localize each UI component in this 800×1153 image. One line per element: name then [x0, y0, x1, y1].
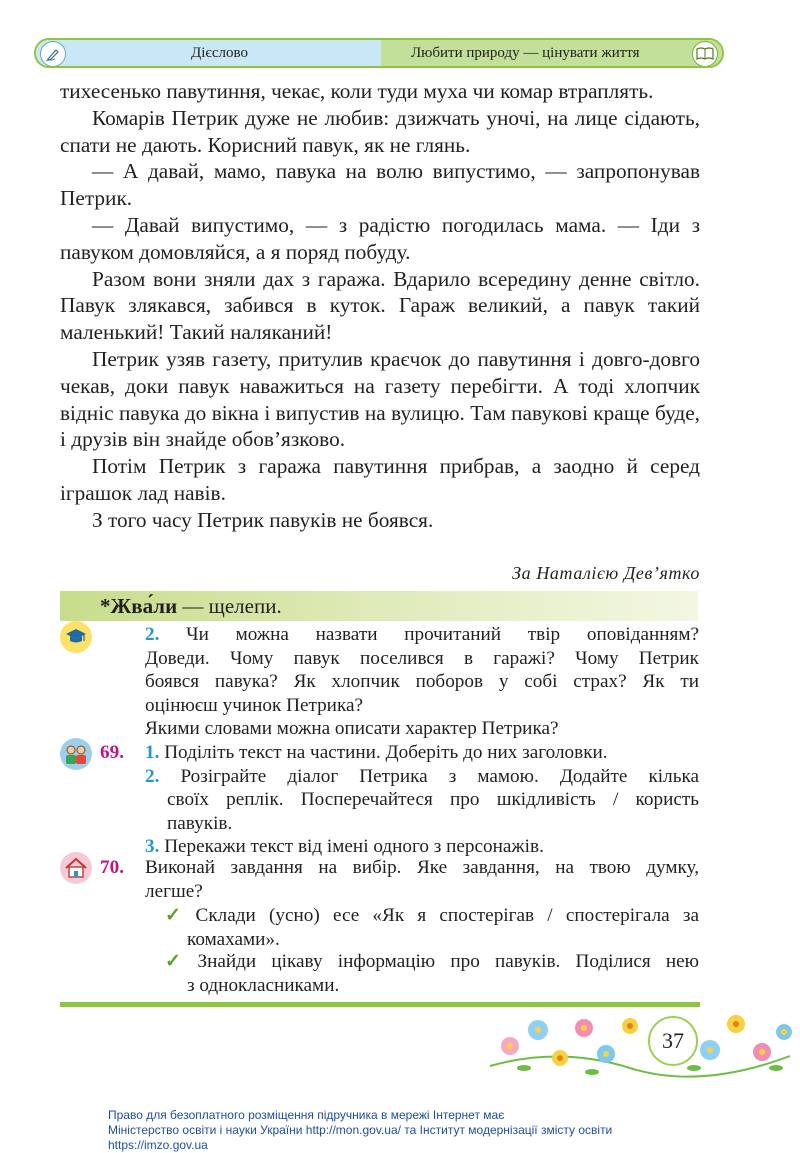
- task-70-option-1: [165, 904, 699, 951]
- story-paragraph: — Давай випустимо, — з радістю погодилась мама. — Іди з павуком домовляйся, а я поряд побуду.: [60, 212, 700, 264]
- graduation-cap-icon: [60, 621, 92, 653]
- flower-decoration-icon: [480, 1006, 800, 1086]
- task-line: оцінюєш учинок Петрика?: [145, 694, 364, 716]
- option-line: комахами».: [187, 928, 280, 950]
- glossary-band: [60, 591, 698, 621]
- task-line: павуків.: [167, 812, 233, 834]
- task-line: 2. Розіграйте діалог Петрика з мамою. Додайте кілька: [145, 765, 700, 787]
- header-chapter-title: Любити природу — цінувати життя: [411, 44, 640, 61]
- story-text: [60, 78, 700, 534]
- home-task-icon: [60, 852, 92, 884]
- glossary-definition: — щелепи.: [177, 594, 282, 618]
- task-line: Доведи. Чому павук поселився в гаражі? Чому Петрик: [145, 647, 699, 669]
- task-2: [145, 623, 699, 741]
- option-line: ✓ Склади (усно) есе «Як я спостерігав / спостерігала за: [165, 905, 700, 926]
- task-line: 2. Чи можна назвати прочитаний твір оповіданням?: [145, 624, 699, 645]
- task-number: 2.: [145, 624, 160, 645]
- footer-line: Міністерство освіти і науки України http://mon.gov.ua/ та Інститут модернізації змісту освіти https://imzo.gov.ua: [108, 1123, 613, 1152]
- checkmark-icon: ✓: [165, 951, 192, 972]
- copyright-footer: [108, 1108, 708, 1153]
- story-paragraph: тихесенько павутиння, чекає, коли туди муха чи комар втраплять.: [60, 79, 654, 103]
- task-69-number: 69.: [100, 742, 124, 763]
- task-line: Якими словами можна описати характер Петрика?: [145, 718, 559, 739]
- header-chapter: [381, 40, 722, 66]
- task-70-option-2: [165, 950, 699, 997]
- option-line: з однокласниками.: [187, 974, 340, 996]
- story-paragraph: З того часу Петрик павуків не боявся.: [92, 507, 434, 532]
- task-69: [145, 741, 699, 859]
- task-line: 1. Поділіть текст на частини. Доберіть до них заголовки.: [145, 742, 608, 763]
- pen-icon: [40, 41, 66, 67]
- book-icon: [692, 41, 718, 67]
- task-line: 3. Перекажи текст від імені одного з персонажів.: [145, 836, 544, 857]
- page-header: [34, 38, 724, 68]
- story-paragraph: Комарів Петрик дуже не любив: дзижчать уночі, на лице сідають, спати не дають. Корисний павук, як не глянь.: [60, 105, 700, 157]
- glossary-term: *Жва́ли: [100, 594, 178, 618]
- story-paragraph: — А давай, мамо, павука на волю випустимо, — запропонував Петрик.: [60, 159, 700, 211]
- story-paragraph: Потім Петрик з гаража павутиння прибрав, а заодно й серед іграшок лад навів.: [60, 454, 700, 505]
- story-author: За Наталією Дев’ятко: [512, 563, 700, 583]
- task-line: боявся павука? Як хлопчик поборов у собі страх? Як ти: [145, 671, 699, 692]
- story-paragraph: Петрик узяв газету, притулив краєчок до павутиння і довго-довго чекав, доки павук наважиться на газету перебігти. А тоді хлопчик відніс павука до вікна і випустив на вулицю. Там павукові краще буде, і друзів він знайде обов’язково.: [60, 346, 700, 452]
- header-section-left: [36, 40, 381, 66]
- pair-work-icon: [60, 738, 92, 770]
- header-section-title: Дієслово: [191, 44, 248, 61]
- task-line: Виконай завдання на вибір. Яке завдання, на твою думку,: [145, 857, 699, 878]
- page-number: 37: [648, 1016, 698, 1066]
- option-line: ✓ Знайди цікаву інформацію про павуків. Поділися нею: [165, 951, 700, 972]
- task-line: легше?: [145, 880, 203, 902]
- footer-line: Право для безоплатного розміщення підручника в мережі Інтернет має: [108, 1108, 505, 1122]
- task-70-number: 70.: [100, 857, 124, 878]
- story-paragraph: Разом вони зняли дах з гаража. Вдарило всередину денне світло. Павук злякався, забився в куток. Гараж великий, а павук такий маленький! Такий наляканий!: [60, 266, 700, 345]
- checkmark-icon: ✓: [165, 905, 190, 926]
- task-line: своїх реплік. Посперечайтеся про шкідливість / користь: [167, 789, 699, 810]
- task-70: [145, 856, 699, 903]
